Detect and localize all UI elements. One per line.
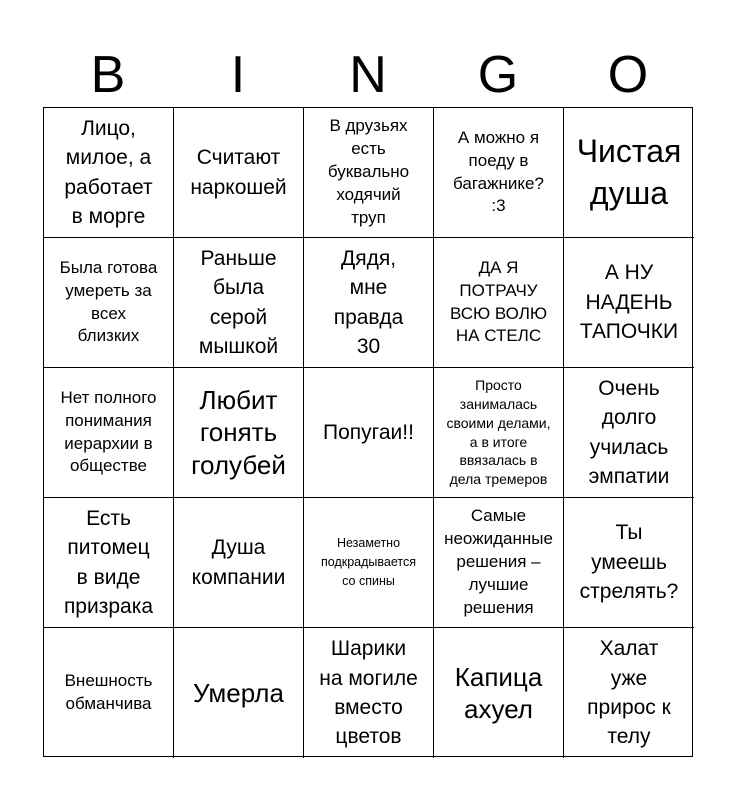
bingo-cell-r2c1[interactable]	[44, 238, 174, 368]
bingo-grid	[43, 107, 693, 757]
bingo-cell-r1c5[interactable]	[564, 108, 694, 238]
title-letter-n: N	[349, 46, 387, 104]
bingo-cell-r2c5[interactable]	[564, 238, 694, 368]
cell-text: Очень долго училась эмпатии	[588, 376, 670, 488]
bingo-cell-r4c5[interactable]	[564, 498, 694, 628]
bingo-cell-r2c4[interactable]	[434, 238, 564, 368]
cell-text: А можно я поеду в багажнике? :3	[453, 127, 544, 216]
bingo-cell-r3c5[interactable]	[564, 368, 694, 498]
bingo-cell-r5c3[interactable]	[304, 628, 434, 758]
cell-text: Считают наркошей	[190, 146, 287, 199]
bingo-cell-r4c2[interactable]	[174, 498, 304, 628]
bingo-cell-r1c4[interactable]	[434, 108, 564, 238]
cell-text: Шарики на могиле вместо цветов	[319, 637, 418, 749]
title-letter-o: O	[607, 46, 649, 104]
bingo-cell-r4c3[interactable]	[304, 498, 434, 628]
cell-text: Капица ахуел	[454, 661, 543, 724]
cell-text: Просто занималась своими делами, а в итоге ввязалась в дела тремеров	[446, 376, 551, 488]
bingo-cell-r1c2[interactable]	[174, 108, 304, 238]
bingo-cell-r1c1[interactable]	[44, 108, 174, 238]
cell-text: Умерла	[193, 677, 284, 708]
cell-text: Самые неожиданные решения – лучшие решения	[444, 506, 553, 617]
cell-text: ДА Я ПОТРАЧУ ВСЮ ВОЛЮ НА СТЕЛС	[449, 257, 548, 346]
cell-text: Нет полного понимания иерархии в обществе	[60, 387, 157, 476]
bingo-cell-r3c4[interactable]	[434, 368, 564, 498]
cell-text: Халат уже прирос к телу	[587, 637, 671, 749]
cell-text: Чистая душа	[576, 132, 682, 211]
cell-text: Лицо, милое, а работает в морге	[64, 116, 153, 228]
cell-text: Раньше была серой мышкой	[198, 246, 279, 358]
bingo-cell-r4c1[interactable]	[44, 498, 174, 628]
bingo-cell-r2c3[interactable]	[304, 238, 434, 368]
title-letter-i: I	[230, 46, 246, 104]
bingo-cell-r5c4[interactable]	[434, 628, 564, 758]
bingo-cell-r1c3[interactable]	[304, 108, 434, 238]
cell-text: В друзьях есть буквально ходячий труп	[327, 116, 410, 227]
cell-text: А НУ НАДЕНЬ ТАПОЧКИ	[579, 261, 679, 344]
bingo-cell-r3c3[interactable]	[304, 368, 434, 498]
cell-text: Незаметно подкрадывается со спины	[321, 536, 416, 588]
bingo-cell-r3c2[interactable]	[174, 368, 304, 498]
bingo-cell-r2c2[interactable]	[174, 238, 304, 368]
title-letter-g: G	[477, 46, 519, 104]
cell-text: Была готова умереть за всех близких	[59, 257, 158, 346]
bingo-cell-r5c2[interactable]	[174, 628, 304, 758]
cell-text: Внешность обманчива	[64, 671, 153, 713]
bingo-cell-r4c4[interactable]	[434, 498, 564, 628]
cell-text: Дядя, мне правда 30	[333, 246, 404, 358]
cell-text: Ты умеешь стрелять?	[579, 521, 679, 604]
cell-text: Есть питомец в виде призрака	[63, 506, 154, 618]
cell-text: Душа компании	[191, 536, 286, 589]
cell-text: Попугаи!!	[323, 420, 414, 444]
bingo-cell-r3c1[interactable]	[44, 368, 174, 498]
cell-text: Любит гонять голубей	[191, 384, 286, 480]
bingo-cell-r5c5[interactable]	[564, 628, 694, 758]
bingo-title	[43, 40, 693, 110]
title-letter-b: B	[90, 46, 126, 104]
bingo-cell-r5c1[interactable]	[44, 628, 174, 758]
